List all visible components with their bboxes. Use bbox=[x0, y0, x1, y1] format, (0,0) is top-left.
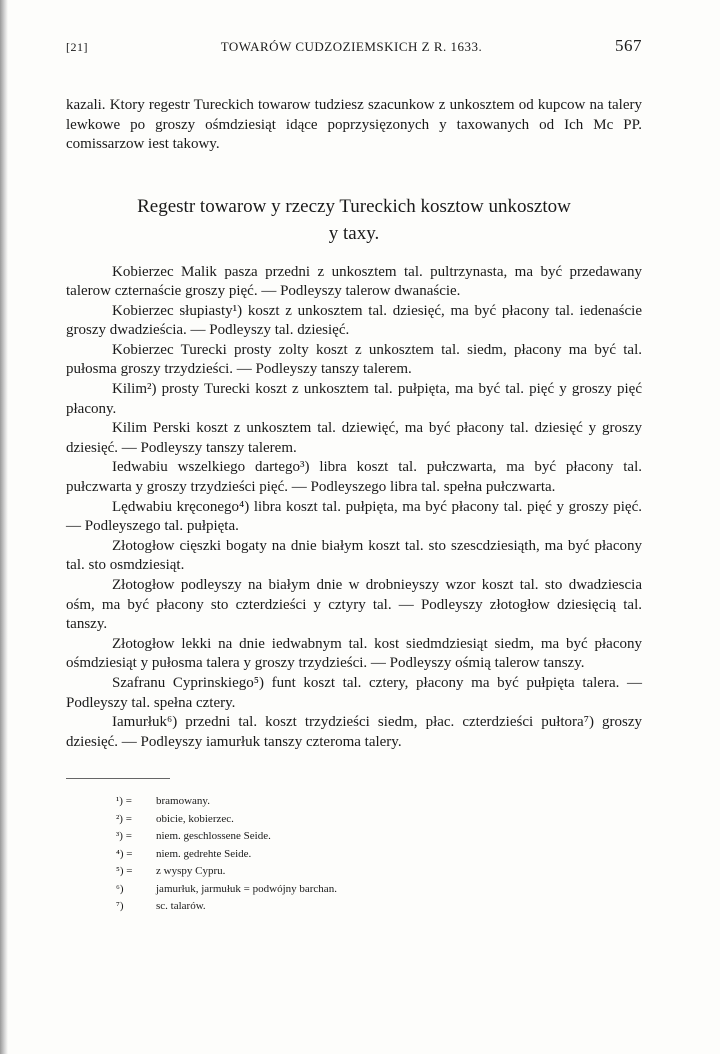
footnote-text: z wyspy Cypru. bbox=[156, 865, 226, 878]
entry: Złotogłow cięszki bogaty na dnie białym koszt tal. sto szescdziesiąth, ma być płacony tal. sto osmdziesiąt. bbox=[66, 537, 642, 574]
footnote-text: niem. geschlossene Seide. bbox=[156, 830, 271, 843]
footnote-text: obicie, kobierzec. bbox=[156, 812, 234, 825]
footnote bbox=[116, 846, 642, 864]
section-title bbox=[66, 193, 642, 247]
footnote bbox=[116, 881, 642, 899]
entries-list bbox=[66, 263, 642, 753]
entry: Kobierzec Turecki prosty zolty koszt z unkosztem tal. siedm, płacony ma być tal. pułosma groszy trzydzieści. — Podleyszy tanszy talerem. bbox=[66, 341, 642, 378]
running-header bbox=[66, 36, 642, 56]
entry: Iamurłuk⁶) przedni tal. koszt trzydzieści siedm, płac. czterdzieści pułtora⁷) groszy dziesięć. — Podleyszy iamurłuk tanszy czteroma talery. bbox=[66, 714, 642, 750]
footnote-mark: ³) = bbox=[116, 830, 132, 843]
footnote-text: jamurłuk, jarmułuk = podwójny barchan. bbox=[156, 882, 337, 895]
entry: Iedwabiu wszelkiego dartego³) libra koszt tal. pułczwarta, ma być płacony tal. pułczwarta y groszy trzydzieści pięć. — Podleyszego libra tal. spełna pułczwarta. bbox=[66, 459, 642, 496]
footnote-text: bramowany. bbox=[156, 795, 210, 808]
footnote-text: sc. talarów. bbox=[156, 900, 206, 913]
section-title-line-1: Regestr towarow y rzeczy Tureckich kosztow unkosztow bbox=[137, 195, 571, 217]
footnote bbox=[116, 811, 642, 829]
footnote-mark: ¹) = bbox=[116, 795, 132, 808]
footnote bbox=[116, 898, 642, 916]
entry: Kilim Perski koszt z unkosztem tal. dziewięć, ma być płacony tal. dziesięć y groszy dziesięć. — Podleyszy tanszy talerem. bbox=[66, 420, 642, 456]
footnote-mark: ⁶) bbox=[116, 882, 124, 895]
footnote bbox=[116, 863, 642, 881]
footnote-mark: ⁵) = bbox=[116, 865, 133, 878]
entry: Złotogłow lekki na dnie iedwabnym tal. kost siedmdziesiąt siedm, ma być płacony ośmdziesiąt y pułosma talera y groszy trzydzieści. — Podleyszy ośmią talerow tanszy. bbox=[66, 635, 642, 672]
footnote-mark: ²) = bbox=[116, 812, 132, 825]
entry: Kobierzec Malik pasza przedni z unkosztem tal. pultrzynasta, ma być przedawany talerow czternaście groszy pięć. — Podleyszy talerow dwanaście. bbox=[66, 263, 642, 300]
footnote-text: niem. gedrehte Seide. bbox=[156, 847, 252, 860]
intro-paragraph: kazali. Ktory regestr Tureckich towarow tudziesz szacunkow z unkosztem od kupcow na talery lewkowe po groszy ośmdziesiąt idące poprzysięzonych y taxowanych od Ich Mc PP. comissarzow iest takowy. bbox=[66, 97, 642, 152]
document-page bbox=[66, 36, 642, 916]
entry: Lędwabiu kręconego⁴) libra koszt tal. pułpięta, ma być płacony tal. pięć y groszy pięć. — Podleyszego tal. pułpięta. bbox=[66, 498, 642, 535]
running-title: TOWARÓW CUDZOZIEMSKICH Z R. 1633. bbox=[220, 39, 483, 54]
footnote-mark: ⁷) bbox=[116, 900, 124, 913]
page-mark: [21] bbox=[66, 40, 88, 54]
footnotes bbox=[116, 793, 642, 916]
footnote bbox=[116, 793, 642, 811]
entry: Kilim²) prosty Turecki koszt z unkosztem tal. pułpięta, ma być tal. pięć y groszy pięć płacony. bbox=[66, 381, 642, 417]
footnote-rule bbox=[66, 778, 170, 779]
entry: Kobierzec słupiasty¹) koszt z unkosztem tal. dziesięć, ma być płacony tal. iedenaście groszy dwadzieścia. — Podleyszy tal. dziesięć. bbox=[66, 302, 642, 339]
footnote bbox=[116, 828, 642, 846]
entry: Szafranu Cyprinskiego⁵) funt koszt tal. cztery, płacony ma być pułpięta talera. — Podleyszy tal. spełna cztery. bbox=[66, 674, 642, 711]
page-number: 567 bbox=[614, 36, 642, 55]
section-title-line-2: y taxy. bbox=[328, 222, 380, 244]
scan-edge bbox=[0, 0, 8, 1054]
footnote-mark: ⁴) = bbox=[116, 847, 133, 860]
entry: Złotogłow podleyszy na białym dnie w drobnieyszy wzor koszt tal. sto dwadziescia ośm, ma być płacony sto czterdzieści y cztyry tal. — Podleyszy złotogłow dziesięcią tal. tanszy. bbox=[66, 577, 642, 633]
